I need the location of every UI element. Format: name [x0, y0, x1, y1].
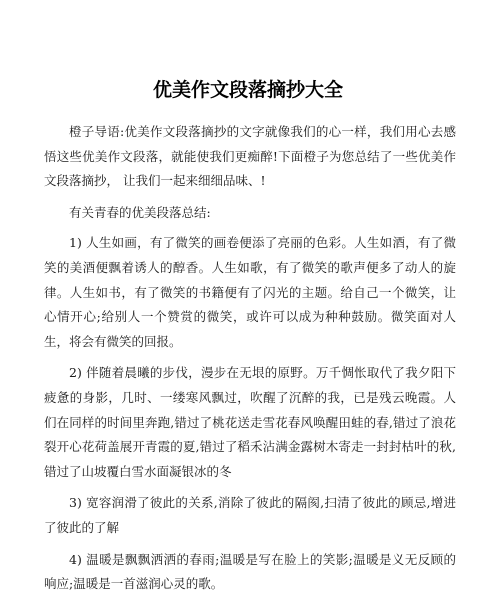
section-heading: 有关青春的优美段落总结:	[69, 204, 211, 220]
excerpt-paragraph-1: 1) 人生如画，有了微笑的画卷便添了亮丽的色彩。人生如酒，有了微笑的美酒便飘着诱人的醇香。人生如歌，有了微笑的歌声便多了动人的旋律。人生如书，有了微笑的书籍便有了闪光的主题。给自己一个微笑，让心情开心;给别人一个赞赏的微笑，或许可以成为种种鼓励。微笑面对人生，将会有微笑的回报。	[44, 235, 456, 349]
document-title: 优美作文段落摘抄大全	[152, 79, 343, 101]
document-body	[44, 120, 456, 604]
intro-paragraph: 橙子导语:优美作文段落摘抄的文字就像我们的心一样，我们用心去感悟这些优美作文段落，就能使我们更痴醉!下面橙子为您总结了一些优美作文段落摘抄， 让我们一起来细细品味、!	[44, 124, 456, 189]
excerpt-paragraph-3: 3) 宽容润滑了彼此的关系,消除了彼此的隔阂,扫清了彼此的顾忌,增进了彼此的了解	[44, 495, 456, 535]
excerpt-paragraph-4: 4) 温暖是飘飘洒洒的春雨;温暖是写在脸上的笑影;温暖是义无反顾的响应;温暖是一首滋润心灵的歌。	[44, 551, 456, 592]
excerpt-paragraph-2: 2) 伴随着晨曦的步伐，漫步在无垠的原野。万千惆怅取代了我夕阳下疲惫的身影，几时、一缕寒风飘过，吹醒了沉醉的我，已是残云晚霞。人们在同样的时间里奔跑,错过了桃花送走雪花春风唤醒田蛙的春,错过了浪花裂开心花荷盖展开青霞的夏,错过了稻禾沾满金露树木寄走一封封枯叶的秋,错过了山坡覆白雪水面凝银冰的冬	[44, 365, 456, 479]
